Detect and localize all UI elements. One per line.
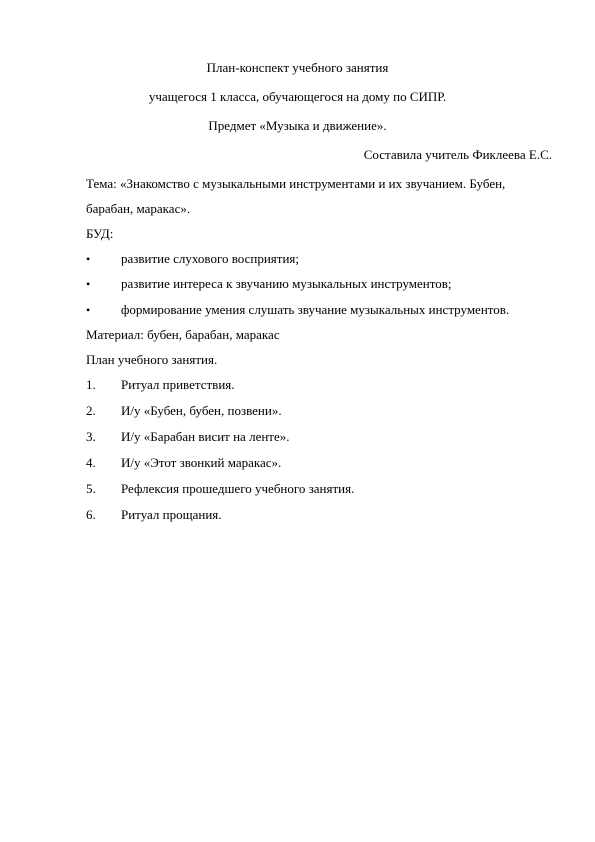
bud-item: развитие интереса к звучанию музыкальных инструментов;	[121, 276, 452, 291]
author-line: Составила учитель Фиклеева Е.С.	[363, 147, 552, 162]
bullet-marker: •	[86, 277, 91, 291]
plan-item-number: 3.	[86, 429, 96, 444]
plan-item: И/у «Этот звонкий маракас».	[121, 455, 282, 470]
topic-line-2: барабан, маракас».	[86, 201, 191, 216]
plan-item: Рефлексия прошедшего учебного занятия.	[121, 481, 355, 496]
plan-item-number: 1.	[86, 377, 96, 392]
document-subtitle: учащегося 1 класса, обучающегося на дому по СИПР.	[148, 89, 447, 104]
plan-item: Ритуал прощания.	[121, 507, 222, 522]
plan-item: И/у «Барабан висит на ленте».	[121, 429, 290, 444]
plan-item-number: 4.	[86, 455, 96, 470]
bud-item: развитие слухового восприятия;	[121, 251, 299, 266]
document-title: План-конспект учебного занятия	[206, 60, 389, 75]
plan-item-number: 2.	[86, 403, 96, 418]
subject-line: Предмет «Музыка и движение».	[208, 118, 387, 133]
bullet-marker: •	[86, 252, 91, 266]
bullet-marker: •	[86, 303, 91, 317]
bud-item: формирование умения слушать звучание музыкальных инструментов.	[121, 302, 510, 317]
topic-line-1: Тема: «Знакомство с музыкальными инструментами и их звучанием. Бубен,	[86, 176, 506, 191]
plan-item-number: 5.	[86, 481, 96, 496]
plan-item: Ритуал приветствия.	[121, 377, 235, 392]
plan-heading: План учебного занятия.	[86, 352, 218, 367]
plan-item: И/у «Бубен, бубен, позвени».	[121, 403, 282, 418]
material-line: Материал: бубен, барабан, маракас	[86, 327, 280, 342]
plan-item-number: 6.	[86, 507, 96, 522]
bud-heading: БУД:	[86, 226, 114, 241]
